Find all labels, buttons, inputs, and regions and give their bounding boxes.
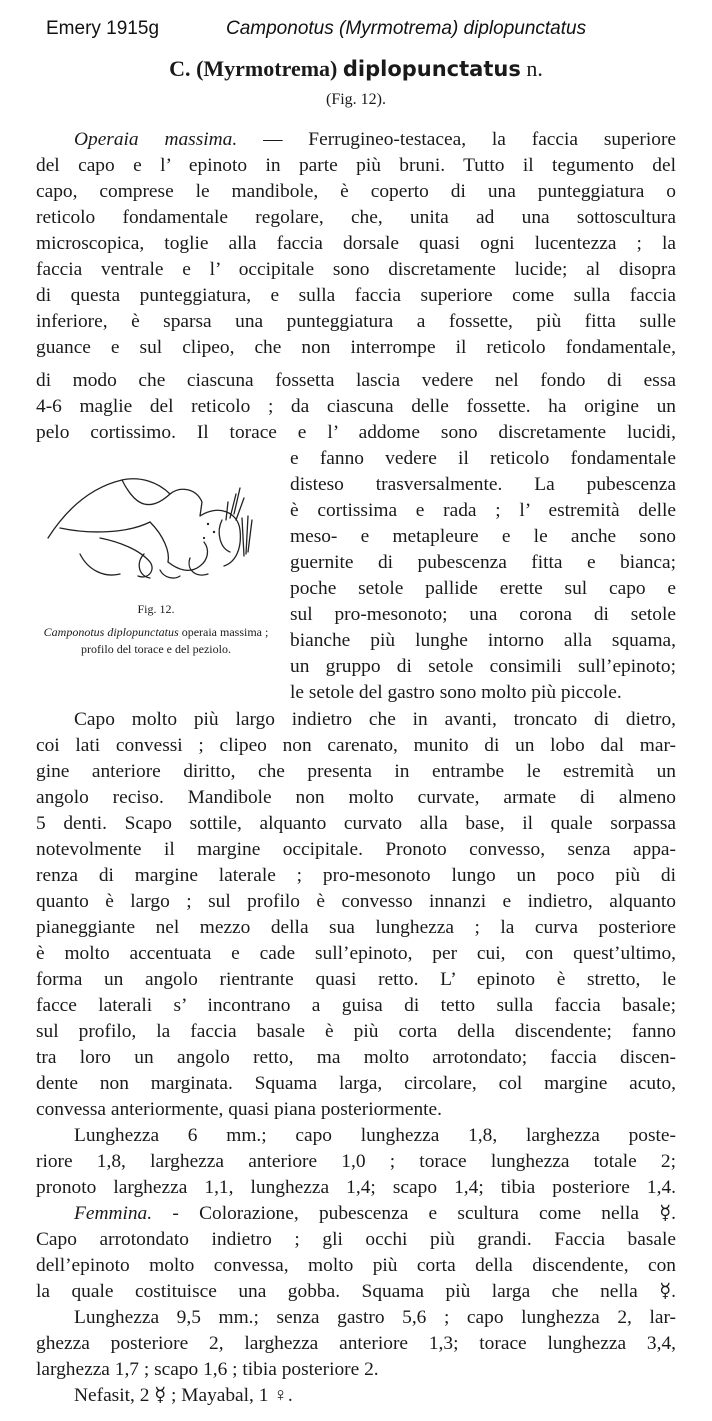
figure-dot	[213, 531, 215, 533]
caste-heading: Operaia massima.	[74, 129, 238, 150]
text-line: Femmina. - Colorazione, pubescenza e scultura come nella ☿.	[74, 1203, 676, 1224]
text-line: notevolmente il margine occipitale. Pronoto convesso, senza appa-	[36, 839, 676, 860]
text-line: di modo che ciascuna fossetta lascia vedere nel fondo di essa	[36, 370, 676, 391]
text-line: un gruppo di setole consimili sull’epinoto;	[290, 656, 676, 677]
text-line: inferiore, è sparsa una punteggiatura a fossette, più fitta sulle	[36, 311, 676, 332]
text-line: facce laterali s’ incontrano a guisa di tetto sulla faccia basale;	[36, 995, 676, 1016]
figure-outline	[48, 479, 240, 566]
text-line: Lunghezza 6 mm.; capo lunghezza 1,8, larghezza poste-	[74, 1125, 676, 1146]
figure-outline	[160, 570, 180, 578]
text-line: è molto accentuata e cade sull’epinoto, per cui, con quest’ultimo,	[36, 943, 676, 964]
text-line: Capo molto più largo indietro che in avanti, troncato di dietro,	[74, 709, 676, 730]
title-genus: C.	[169, 56, 191, 81]
title-species: diplopunctatus	[342, 57, 521, 81]
text-line: coi lati convessi ; clipeo non carenato, munito di un lobo dal mar-	[36, 735, 676, 756]
text-line: è cortissima e rada ; l’ estremità delle	[290, 500, 676, 521]
text-line: guernite di pubescenza fitta e bianca;	[290, 552, 676, 573]
text-line: Nefasit, 2 ☿ ; Mayabal, 1 ♀.	[74, 1385, 293, 1406]
text-line: sul pro-mesonoto; una corona di setole	[290, 604, 676, 625]
figure-outline	[219, 520, 230, 552]
text-line: ghezza posteriore 2, larghezza anteriore 1,3; torace lunghezza 3,4,	[36, 1333, 676, 1354]
text-line: poche setole pallide erette sul capo e	[290, 578, 676, 599]
text-line: e fanno vedere il reticolo fondamentale	[290, 448, 676, 469]
text-line: gine anteriore diritto, che presenta in entrambe le estremità un	[36, 761, 676, 782]
text-line: quanto è largo ; sul profilo è convesso innanzi e indietro, alquanto	[36, 891, 676, 912]
text-line: meso- e metapleure e le anche sono	[290, 526, 676, 547]
title-subgenus: (Myrmotrema)	[196, 56, 338, 81]
header-taxon: Camponotus (Myrmotrema) diplopunctatus	[226, 18, 587, 39]
figure-outline	[60, 522, 150, 532]
text-line: microscopica, toglie alla faccia dorsale quasi ogni lucentezza ; la	[36, 233, 676, 254]
text-line: le setole del gastro sono molto più piccole.	[290, 682, 622, 703]
text-line: bianche più lunghe intorno alla squama,	[290, 630, 676, 651]
text-line: di questa punteggiatura, e sulla faccia superiore come sulla faccia	[36, 285, 676, 306]
text-line: pianeggiante nel mezzo della sua lunghezza ; la curva posteriore	[36, 917, 676, 938]
text-line: guance e sul clipeo, che non interrompe il reticolo fondamentale,	[36, 337, 676, 358]
text-line: forma un angolo rientrante quasi retto. L’ epinoto è stretto, le	[36, 969, 676, 990]
header-citation: Emery 1915g	[46, 18, 160, 39]
text-line: del capo e l’ epinoto in parte più bruni. Tutto il tegumento del	[36, 155, 676, 176]
figure-dot	[203, 537, 205, 539]
taxon-title	[0, 56, 712, 82]
text-line: riore 1,8, larghezza anteriore 1,0 ; torace lunghezza totale 2;	[36, 1151, 676, 1172]
caption-species: Camponotus diplopunctatus	[43, 625, 179, 639]
figure-outline	[168, 542, 207, 570]
figure-outline	[122, 480, 170, 505]
text-line: dell’epinoto molto convessa, molto più corta della discendente, con	[36, 1255, 676, 1276]
text-line: faccia ventrale e l’ occipitale sono discretamente lucide; al disopra	[36, 259, 676, 280]
text-line: 4-6 maglie del reticolo ; da ciascuna delle fossette. ha origine un	[36, 396, 676, 417]
figure-outline	[80, 554, 120, 575]
figure-caption	[36, 624, 276, 658]
text-line: angolo reciso. Mandibole non molto curvate, armate di almeno	[36, 787, 676, 808]
figure-outline	[242, 516, 252, 556]
text-line: 5 denti. Scapo sottile, alquanto curvato alla base, il quale sorpassa	[36, 813, 676, 834]
text-line: pelo cortissimo. Il torace e l’ addome sono discretamente lucidi,	[36, 422, 676, 443]
text-line: sul profilo, la faccia basale è più corta della discendente; fanno	[36, 1021, 676, 1042]
text-line: capo, comprese le mandibole, è coperto di una punteggiatura o	[36, 181, 676, 202]
title-suffix: n.	[526, 56, 543, 81]
text-line: Lunghezza 9,5 mm.; senza gastro 5,6 ; capo lunghezza 2, lar-	[74, 1307, 676, 1328]
figure-label: Fig. 12.	[137, 602, 175, 616]
caste-heading: Femmina.	[74, 1203, 153, 1224]
ant-profile-figure	[40, 458, 270, 598]
text-line: larghezza 1,7 ; scapo 1,6 ; tibia posteriore 2.	[36, 1359, 379, 1380]
caption-text: operaia massima ; profilo del torace e del peziolo.	[81, 625, 269, 656]
text-line: Operaia massima. — Ferrugineo-testacea, la faccia superiore	[74, 129, 677, 150]
figure-outline	[150, 522, 168, 562]
text-line: renza di margine laterale ; pro-mesonoto lungo un poco più di	[36, 865, 676, 886]
text-line: pronoto larghezza 1,1, lunghezza 1,4; scapo 1,4; tibia posteriore 1,4.	[36, 1177, 676, 1198]
text-line: reticolo fondamentale regolare, che, unita ad una sottoscultura	[36, 207, 676, 228]
text-line: Capo arrotondato indietro ; gli occhi più grandi. Faccia basale	[36, 1229, 676, 1250]
text-line: dente non marginata. Squama larga, circolare, col margine acuto,	[36, 1073, 676, 1094]
text-line: la quale costituisce una gobba. Squama più larga che nella ☿.	[36, 1281, 676, 1302]
figure-reference: (Fig. 12).	[326, 91, 386, 108]
figure-outline	[226, 488, 244, 520]
text-line: convessa anteriormente, quasi piana posteriormente.	[36, 1099, 442, 1120]
text-line: tra loro un angolo retto, ma molto arrotondato; faccia discen-	[36, 1047, 676, 1068]
figure-dot	[207, 523, 209, 525]
text-line: disteso trasversalmente. La pubescenza	[290, 474, 676, 495]
figure-outline	[100, 538, 152, 577]
